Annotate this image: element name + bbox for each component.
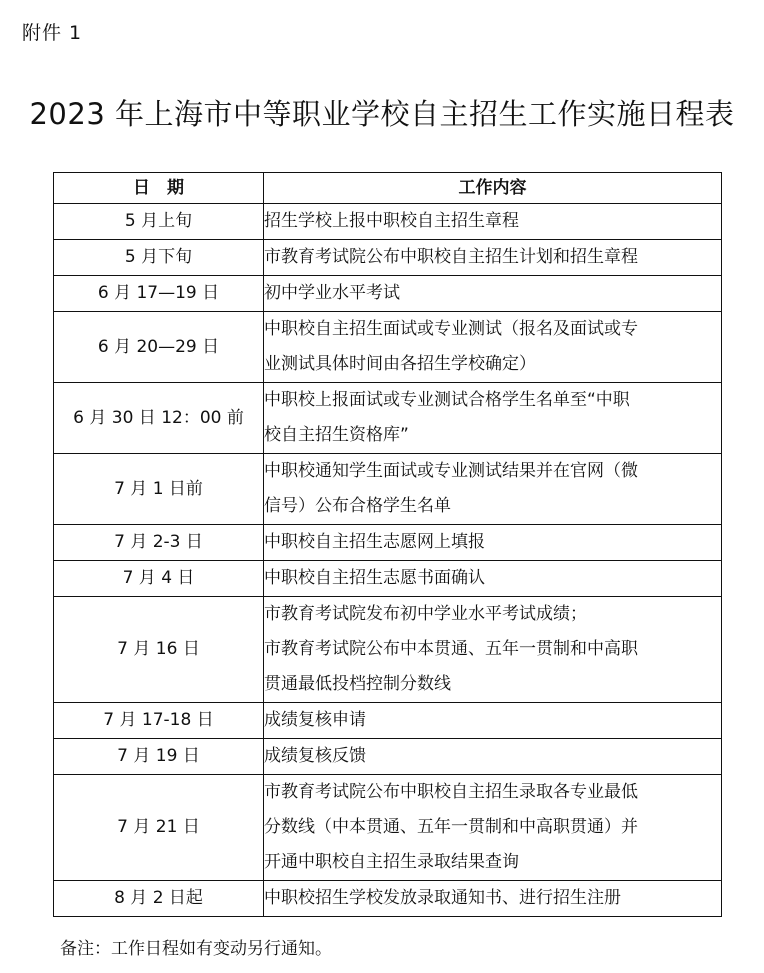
content-line: 市教育考试院公布中职校自主招生录取各专业最低 — [264, 782, 638, 802]
content-line: 中职校招生学校发放录取通知书、进行招生注册 — [264, 888, 621, 908]
schedule-table — [53, 172, 722, 917]
content-line: 中职校通知学生面试或专业测试结果并在官网（微 — [264, 461, 638, 481]
table-row — [54, 881, 722, 917]
row-content — [264, 775, 722, 881]
content-line: 业测试具体时间由各招生学校确定） — [264, 354, 536, 374]
table-row — [54, 739, 722, 775]
row-date: 7 月 2-3 日 — [54, 525, 264, 561]
table-row — [54, 383, 722, 454]
content-line: 成绩复核申请 — [264, 710, 366, 730]
row-date: 7 月 19 日 — [54, 739, 264, 775]
content-line: 开通中职校自主招生录取结果查询 — [264, 852, 519, 872]
table-row — [54, 597, 722, 703]
document-title: 2023 年上海市中等职业学校自主招生工作实施日程表 — [29, 97, 735, 131]
table-row — [54, 454, 722, 525]
row-date: 5 月上旬 — [54, 204, 264, 240]
row-content — [264, 881, 722, 917]
row-date: 6 月 30 日 12：00 前 — [54, 383, 264, 454]
content-line: 市教育考试院公布中职校自主招生计划和招生章程 — [264, 247, 638, 267]
table-row — [54, 204, 722, 240]
table-row — [54, 525, 722, 561]
content-line: 市教育考试院公布中本贯通、五年一贯制和中高职 — [264, 639, 638, 659]
row-content — [264, 204, 722, 240]
row-date: 7 月 4 日 — [54, 561, 264, 597]
table-row — [54, 240, 722, 276]
content-line: 中职校自主招生志愿网上填报 — [264, 532, 485, 552]
table-row — [54, 312, 722, 383]
footnote: 备注：工作日程如有变动另行通知。 — [60, 939, 332, 959]
table-row — [54, 561, 722, 597]
header-content: 工作内容 — [264, 173, 722, 204]
schedule-body — [54, 204, 722, 917]
content-line: 初中学业水平考试 — [264, 283, 400, 303]
row-content — [264, 454, 722, 525]
table-row — [54, 276, 722, 312]
content-line: 市教育考试院发布初中学业水平考试成绩； — [264, 604, 587, 624]
row-content — [264, 597, 722, 703]
row-content — [264, 561, 722, 597]
row-content — [264, 703, 722, 739]
content-line: 中职校自主招生面试或专业测试（报名及面试或专 — [264, 319, 638, 339]
row-content — [264, 739, 722, 775]
content-line: 信号）公布合格学生名单 — [264, 496, 451, 516]
content-line: 成绩复核反馈 — [264, 746, 366, 766]
row-content — [264, 276, 722, 312]
content-line: 分数线（中本贯通、五年一贯制和中高职贯通）并 — [264, 817, 638, 837]
content-line: 贯通最低投档控制分数线 — [264, 674, 451, 694]
row-date: 7 月 1 日前 — [54, 454, 264, 525]
table-row — [54, 775, 722, 881]
attachment-label: 附件 1 — [22, 22, 83, 44]
content-line: 中职校上报面试或专业测试合格学生名单至“中职 — [264, 390, 630, 410]
row-content — [264, 240, 722, 276]
row-content — [264, 383, 722, 454]
row-content — [264, 312, 722, 383]
content-line: 校自主招生资格库” — [264, 425, 409, 445]
row-date: 6 月 20—29 日 — [54, 312, 264, 383]
row-date: 7 月 21 日 — [54, 775, 264, 881]
row-date: 7 月 16 日 — [54, 597, 264, 703]
row-date: 8 月 2 日起 — [54, 881, 264, 917]
row-date: 7 月 17-18 日 — [54, 703, 264, 739]
row-content — [264, 525, 722, 561]
header-date: 日 期 — [54, 173, 264, 204]
table-header-row — [54, 173, 722, 204]
content-line: 招生学校上报中职校自主招生章程 — [264, 211, 519, 231]
table-row — [54, 703, 722, 739]
row-date: 5 月下旬 — [54, 240, 264, 276]
content-line: 中职校自主招生志愿书面确认 — [264, 568, 485, 588]
row-date: 6 月 17—19 日 — [54, 276, 264, 312]
